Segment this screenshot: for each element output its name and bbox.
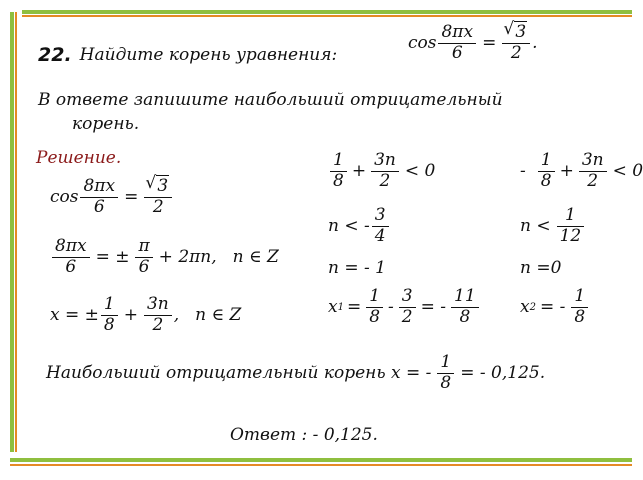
left-n-value: n = - 1 bbox=[328, 258, 386, 278]
right-ineq-minus: - bbox=[520, 161, 526, 182]
frame-bottom-bar bbox=[10, 458, 632, 462]
step2-numerator: 8πx bbox=[52, 238, 90, 258]
x2-symbol: x bbox=[520, 297, 530, 318]
step3-n-denominator: 2 bbox=[152, 314, 164, 335]
step2-domain: n ∈ Z bbox=[232, 247, 279, 268]
eq-period: . bbox=[532, 33, 538, 54]
step1-cos: cos bbox=[50, 187, 79, 208]
step1-denominator: 6 bbox=[93, 196, 105, 217]
left-ineq-den1: 8 bbox=[333, 170, 344, 191]
x2-denominator: 8 bbox=[574, 306, 586, 327]
step3-comma: , bbox=[173, 305, 180, 326]
step2-equation bbox=[50, 238, 279, 277]
largest-root-denominator: 8 bbox=[440, 372, 452, 393]
eq-rhs-denominator: 2 bbox=[510, 42, 522, 63]
right-x2-value bbox=[520, 288, 590, 327]
left-inequality bbox=[328, 152, 435, 191]
x1-num1: 1 bbox=[366, 288, 383, 308]
x1-den1: 8 bbox=[369, 306, 381, 327]
step3-domain: n ∈ Z bbox=[195, 305, 242, 326]
largest-root-numerator: 1 bbox=[437, 354, 454, 374]
x1-subscript: 1 bbox=[337, 301, 344, 313]
left-ineq-relation: < 0 bbox=[404, 161, 436, 182]
largest-root-decimal: = - 0,125. bbox=[460, 363, 546, 384]
step3-equation bbox=[50, 296, 241, 335]
x1-den3: 8 bbox=[459, 306, 471, 327]
largest-root-line bbox=[46, 354, 545, 393]
left-n-lt: n < - bbox=[328, 216, 370, 237]
right-ineq-plus: + bbox=[559, 161, 574, 182]
x2-numerator: 1 bbox=[571, 288, 588, 308]
left-ineq-num2: 3n bbox=[371, 152, 399, 172]
x1-den2: 2 bbox=[401, 306, 413, 327]
step3-plus: + bbox=[123, 305, 138, 326]
instruction-line1: В ответе запишите наибольший отрицательный bbox=[38, 90, 503, 110]
left-ineq-den2: 2 bbox=[379, 170, 391, 191]
step3-denominator: 8 bbox=[103, 314, 115, 335]
x1-num3: 11 bbox=[451, 288, 479, 308]
right-ineq-num2: 3n bbox=[579, 152, 607, 172]
step3-lhs: x = ± bbox=[50, 305, 99, 326]
x1-num2: 3 bbox=[399, 288, 416, 308]
step1-numerator: 8πx bbox=[80, 178, 118, 198]
right-n-bound bbox=[520, 207, 586, 246]
step1-equation bbox=[50, 178, 174, 217]
left-x1-value bbox=[328, 288, 481, 327]
left-n-numerator: 3 bbox=[372, 207, 389, 227]
eq-rhs-radicand: 3 bbox=[515, 22, 527, 42]
right-n-denominator: 12 bbox=[559, 225, 582, 246]
right-inequality bbox=[520, 152, 643, 191]
step2-pi: π bbox=[135, 238, 152, 258]
right-n-value: n =0 bbox=[520, 258, 562, 278]
solution-heading: Решение. bbox=[36, 148, 122, 168]
eq-numerator: 8πx bbox=[438, 24, 476, 44]
frame-left-bar bbox=[10, 12, 14, 452]
right-ineq-den2: 2 bbox=[587, 170, 599, 191]
step2-denominator: 6 bbox=[65, 256, 77, 277]
step2-period-term: + 2πn, bbox=[158, 247, 217, 268]
problem-task: Найдите корень уравнения: bbox=[79, 45, 338, 65]
problem-statement bbox=[38, 44, 337, 66]
step1-rhs-radicand: 3 bbox=[157, 176, 169, 196]
left-n-denominator: 4 bbox=[374, 225, 386, 246]
right-ineq-num1: 1 bbox=[538, 152, 555, 172]
step2-pi-denominator: 6 bbox=[138, 256, 150, 277]
left-n-bound bbox=[328, 207, 391, 246]
frame-top-bar bbox=[22, 10, 632, 14]
step3-numerator: 1 bbox=[101, 296, 118, 316]
right-n-lt: n < bbox=[520, 216, 551, 237]
step2-plus-minus: = ± bbox=[95, 247, 130, 268]
frame-left-line bbox=[15, 12, 17, 452]
right-ineq-den1: 8 bbox=[540, 170, 552, 191]
right-ineq-relation: < 0 bbox=[612, 161, 643, 182]
frame-bottom-line bbox=[10, 464, 632, 466]
step3-n-numerator: 3n bbox=[144, 296, 172, 316]
right-n-numerator: 1 bbox=[557, 207, 585, 227]
x1-eq2: = - bbox=[420, 297, 447, 318]
x2-eq: = - bbox=[539, 297, 566, 318]
problem-number: 22. bbox=[38, 44, 72, 66]
left-ineq-num1: 1 bbox=[330, 152, 347, 172]
eq-denominator: 6 bbox=[451, 42, 463, 63]
step1-rhs-denominator: 2 bbox=[152, 196, 164, 217]
largest-root-text: Наибольший отрицательный корень x = - bbox=[46, 363, 432, 384]
cos-function: cos bbox=[408, 33, 437, 54]
instruction-line2: корень. bbox=[72, 114, 140, 134]
eq-sign: = bbox=[482, 33, 497, 54]
x1-symbol: x bbox=[328, 297, 338, 318]
x2-subscript: 2 bbox=[529, 301, 536, 313]
answer: Ответ : - 0,125. bbox=[230, 425, 378, 445]
x1-minus: - bbox=[388, 297, 394, 318]
step1-eq-sign: = bbox=[124, 187, 139, 208]
left-ineq-plus: + bbox=[351, 161, 367, 182]
problem-equation bbox=[408, 24, 538, 63]
x1-eq: = bbox=[346, 297, 362, 318]
frame-top-line bbox=[22, 15, 632, 17]
